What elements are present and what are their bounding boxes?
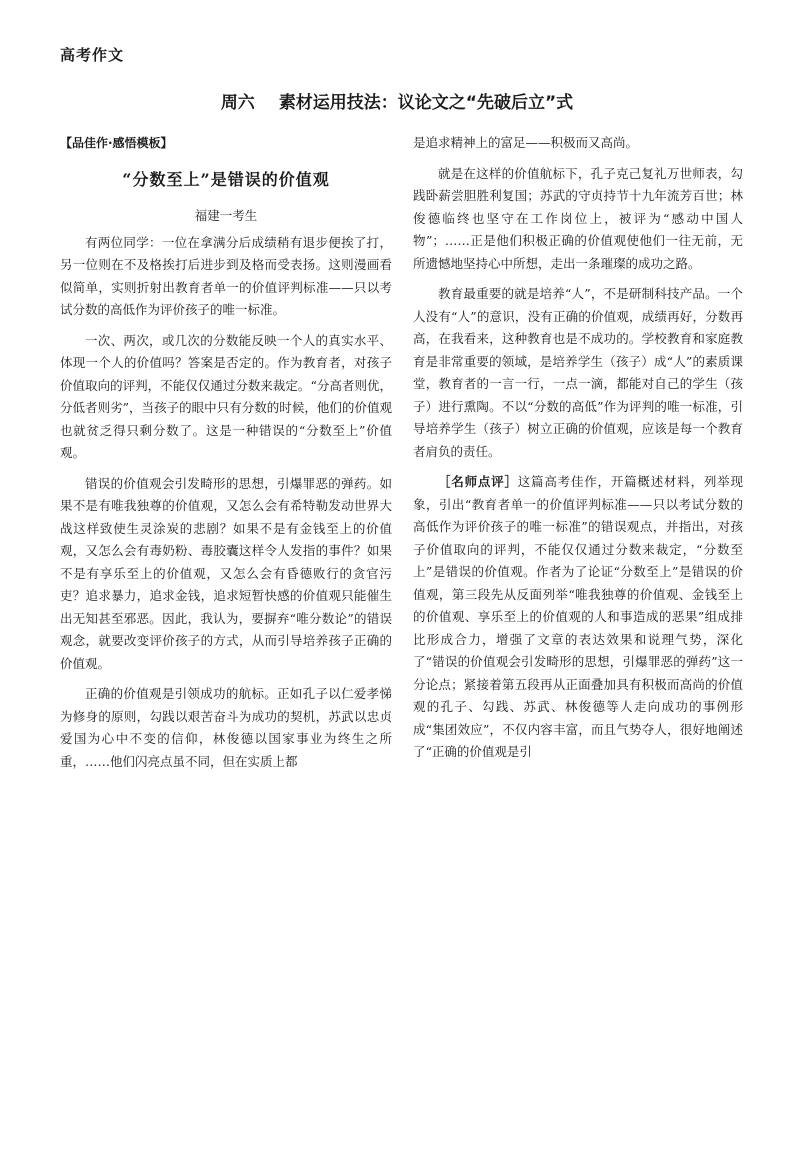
essay-title: “分数至上”是错误的价值观 bbox=[122, 169, 330, 189]
title-text: 素材运用技法：议论文之“先破后立”式 bbox=[278, 93, 574, 113]
essay-author: 福建一考生 bbox=[194, 208, 258, 223]
right-column bbox=[413, 132, 743, 764]
teacher-comment bbox=[413, 471, 743, 764]
section-tag: 【品佳作·感悟模板】 bbox=[60, 136, 173, 150]
paragraph-gap bbox=[413, 275, 743, 283]
comment-label: ［名师点评］ bbox=[438, 474, 518, 489]
paragraph-gap bbox=[60, 675, 392, 683]
essay-paragraph-6: 教育最重要的就是培养“人”，不是研制科技产品。一个人没有“人”的意识，没有正确的价值观，成绩再好，分数再高，在我看来，这种教育也是不成功的。学校教育和家庭教育是非常重要的领域，是培养学生（孩子）成“人”的素质课堂，教育者的一言一行，一点一滴，都能对自己的学生（孩子）进行熏陶。不以“分数的高低”作为评判的唯一标准，引导培养学生（孩子）树立正确的价值观，应该是每一个教育者肩负的责任。 bbox=[413, 286, 743, 459]
paragraph-gap bbox=[60, 465, 392, 473]
essay-paragraph-5: 就是在这样的价值航标下，孔子克己复礼万世师表，勾践卧薪尝胆胜利复国；苏武的守贞持节十九年流芳百世；林俊德临终也坚守在工作岗位上，被评为“感动中国人物”；……正是他们积极正确的价值观使他们一往无前，无所遗憾地坚持心中所想，走出一条璀璨的成功之路。 bbox=[413, 165, 743, 271]
essay-paragraph-4: 正确的价值观是引领成功的航标。正如孔子以仁爱孝悌为修身的原则，勾践以艰苦奋斗为成功的契机，苏武以忠贞爱国为心中不变的信仰，林俊德以国家事业为终生之所重，……他们闪亮点虽不同，但在实质上都 bbox=[60, 686, 392, 769]
essay-paragraph-3: 错误的价值观会引发畸形的思想，引爆罪恶的弹药。如果不是有唯我独尊的价值观，又怎么会有希特勒发动世界大战这样致使生灵涂炭的悲剧？如果不是有金钱至上的价值观，又怎么会有毒奶粉、毒胶囊这样令人发指的事件？如果不是有享乐至上的价值观，又怎么会有昏德败行的贪官污吏？追求暴力，追求金钱，追求短暂快感的价值观只能催生出无知甚至邪恶。因此，我认为，要摒弃“唯分数论”的错误观念，就要改变评价孩子的方式，从而引导培养孩子正确的价值观。 bbox=[60, 475, 392, 671]
paragraph-gap bbox=[413, 463, 743, 471]
comment-text: 这篇高考佳作，开篇概述材料，列举现象，引出“教育者单一的价值评判标准——只以考试分数的高低作为评价孩子的唯一标准”的错误观点，并指出，对孩子价值取向的评判，不能仅仅通过分数来裁定，“分数至上”是错误的价值观。作者为了论证“分数至上”是错误的价值观，第三段先从反面列举“唯我独尊的价值观、金钱至上的价值观、享乐至上的价值观的人和事造成的恶果”组成排比形成合力，增强了文章的表达效果和说理气势，深化了“错误的价值观会引发畸形的思想，引爆罪恶的弹药”这一分论点；紧接着第五段再从正面叠加具有积极而高尚的价值观的孔子、勾践、苏武、林俊德等人走向成功的事例形成“集团效应”，不仅内容丰富，而且气势夺人，很好地阐述了“正确的价值观是引 bbox=[413, 474, 743, 759]
title-day: 周六 bbox=[220, 93, 255, 113]
essay-paragraph-4-cont: 是追求精神上的富足——积极而又高尚。 bbox=[413, 135, 639, 150]
paragraph-gap bbox=[60, 322, 392, 330]
essay-paragraph-1: 有两位同学：一位在拿满分后成绩稍有退步便挨了打，另一位则在不及格挨打后进步到及格而受表扬。这则漫画看似简单，实则折射出教育者单一的价值评判标准——只以考试分数的高低作为评价孩子的唯一标准。 bbox=[60, 234, 392, 317]
paragraph-gap bbox=[413, 155, 743, 163]
left-column bbox=[60, 132, 392, 773]
header-label: 高考作文 bbox=[60, 46, 125, 64]
essay-paragraph-2: 一次、两次，或几次的分数能反映一个人的真实水平、体现一个人的价值吗？答案是否定的。作为教育者，对孩子价值取向的评判，不能仅仅通过分数来裁定。“分高者则优，分低者则劣”，当孩子的眼中只有分数的时候，他们的价值观也就贫乏得只剩分数了。这是一种错误的“分数至上”价值观。 bbox=[60, 332, 392, 460]
page-title bbox=[0, 88, 794, 113]
